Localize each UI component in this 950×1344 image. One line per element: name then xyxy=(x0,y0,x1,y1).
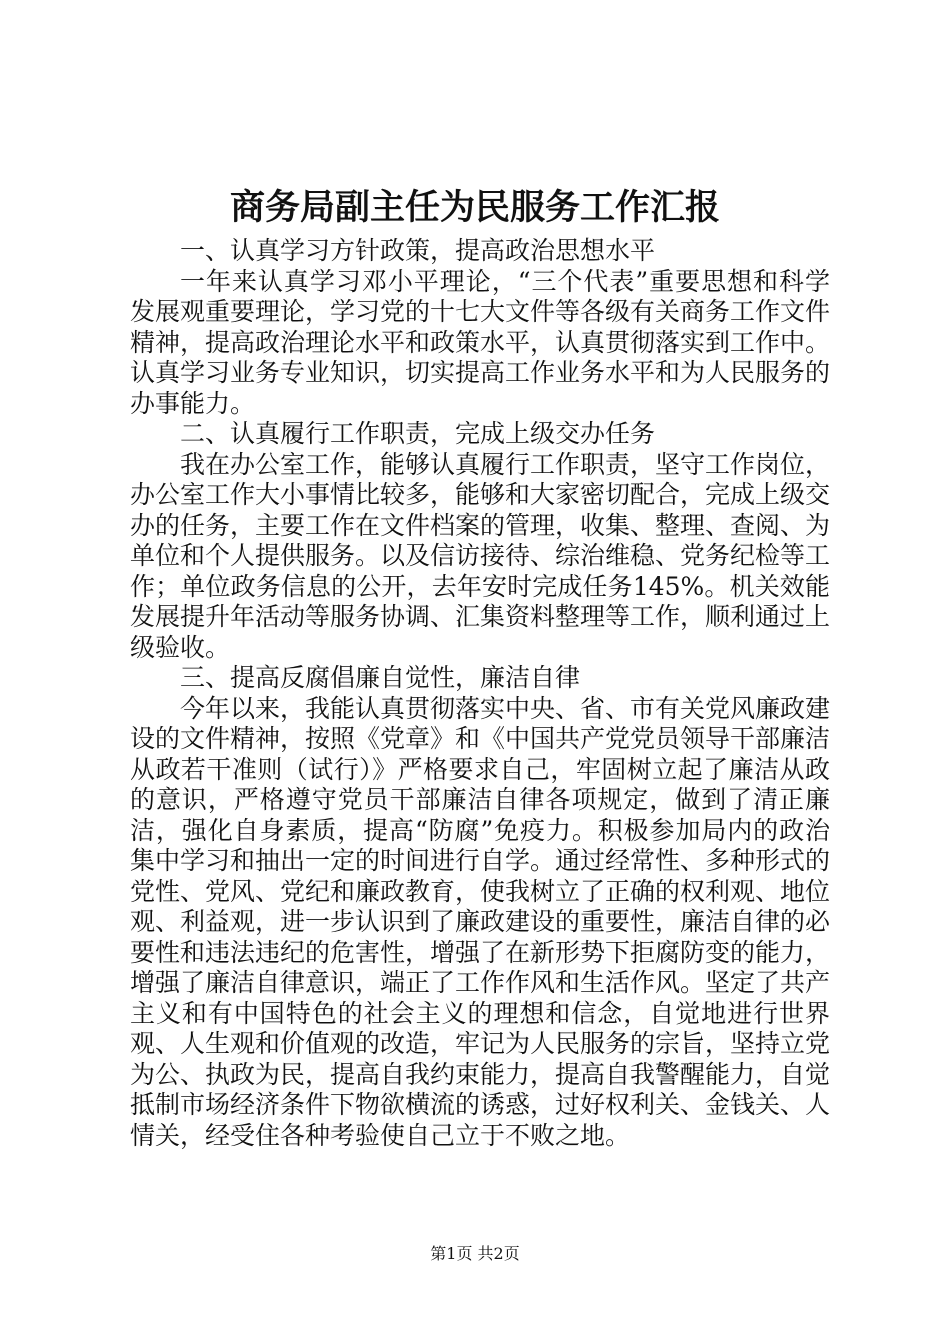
page-footer: 第1页 共2页 xyxy=(430,1244,520,1263)
section-1 xyxy=(130,236,830,419)
section-heading: 二、认真履行工作职责，完成上级交办任务 xyxy=(180,419,656,448)
section-3 xyxy=(130,663,830,1151)
section-paragraph: 今年以来，我能认真贯彻落实中央、省、市有关党风廉政建设的文件精神，按照《党章》和《中国共产党党员领导干部廉洁从政若干准则（试行）》严格要求自己，牢固树立起了廉洁从政的意识，严格遵守党员干部廉洁自律各项规定，做到了清正廉洁，强化自身素质，提高“防腐”免疫力。积极参加局内的政治集中学习和抽出一定的时间进行自学。通过经常性、多种形式的党性、党风、党纪和廉政教育，使我树立了正确的权利观、地位观、利益观，进一步认识到了廉政建设的重要性，廉洁自律的必要性和违法违纪的危害性，增强了在新形势下拒腐防变的能力，增强了廉洁自律意识，端正了工作作风和生活作风。坚定了共产主义和有中国特色的社会主义的理想和信念，自觉地进行世界观、人生观和价值观的改造，牢记为人民服务的宗旨，坚持立党为公、执政为民，提高自我约束能力，提高自我警醒能力，自觉抵制市场经济条件下物欲横流的诱惑，过好权利关、金钱关、人情关，经受住各种考验使自己立于不败之地。 xyxy=(130,693,831,1150)
section-paragraph: 我在办公室工作，能够认真履行工作职责，坚守工作岗位，办公室工作大小事情比较多，能够和大家密切配合，完成上级交办的任务，主要工作在文件档案的管理，收集、整理、查阅、为单位和个人提供服务。以及信访接待、综治维稳、党务纪检等工作；单位政务信息的公开，去年安时完成任务145%。机关效能发展提升年活动等服务协调、汇集资料整理等工作，顺利通过上级验收。 xyxy=(130,449,831,662)
section-2 xyxy=(130,419,830,663)
section-heading: 一、认真学习方针政策，提高政治思想水平 xyxy=(180,236,656,265)
section-heading: 三、提高反腐倡廉自觉性，廉洁自律 xyxy=(180,663,581,692)
section-paragraph: 一年来认真学习邓小平理论，“三个代表”重要思想和科学发展观重要理论，学习党的十七大文件等各级有关商务工作文件精神，提高政治理论水平和政策水平，认真贯彻落实到工作中。认真学习业务专业知识，切实提高工作业务水平和为人民服务的办事能力。 xyxy=(130,266,831,418)
document-body xyxy=(130,236,830,1151)
document-title: 商务局副主任为民服务工作汇报 xyxy=(229,188,720,228)
